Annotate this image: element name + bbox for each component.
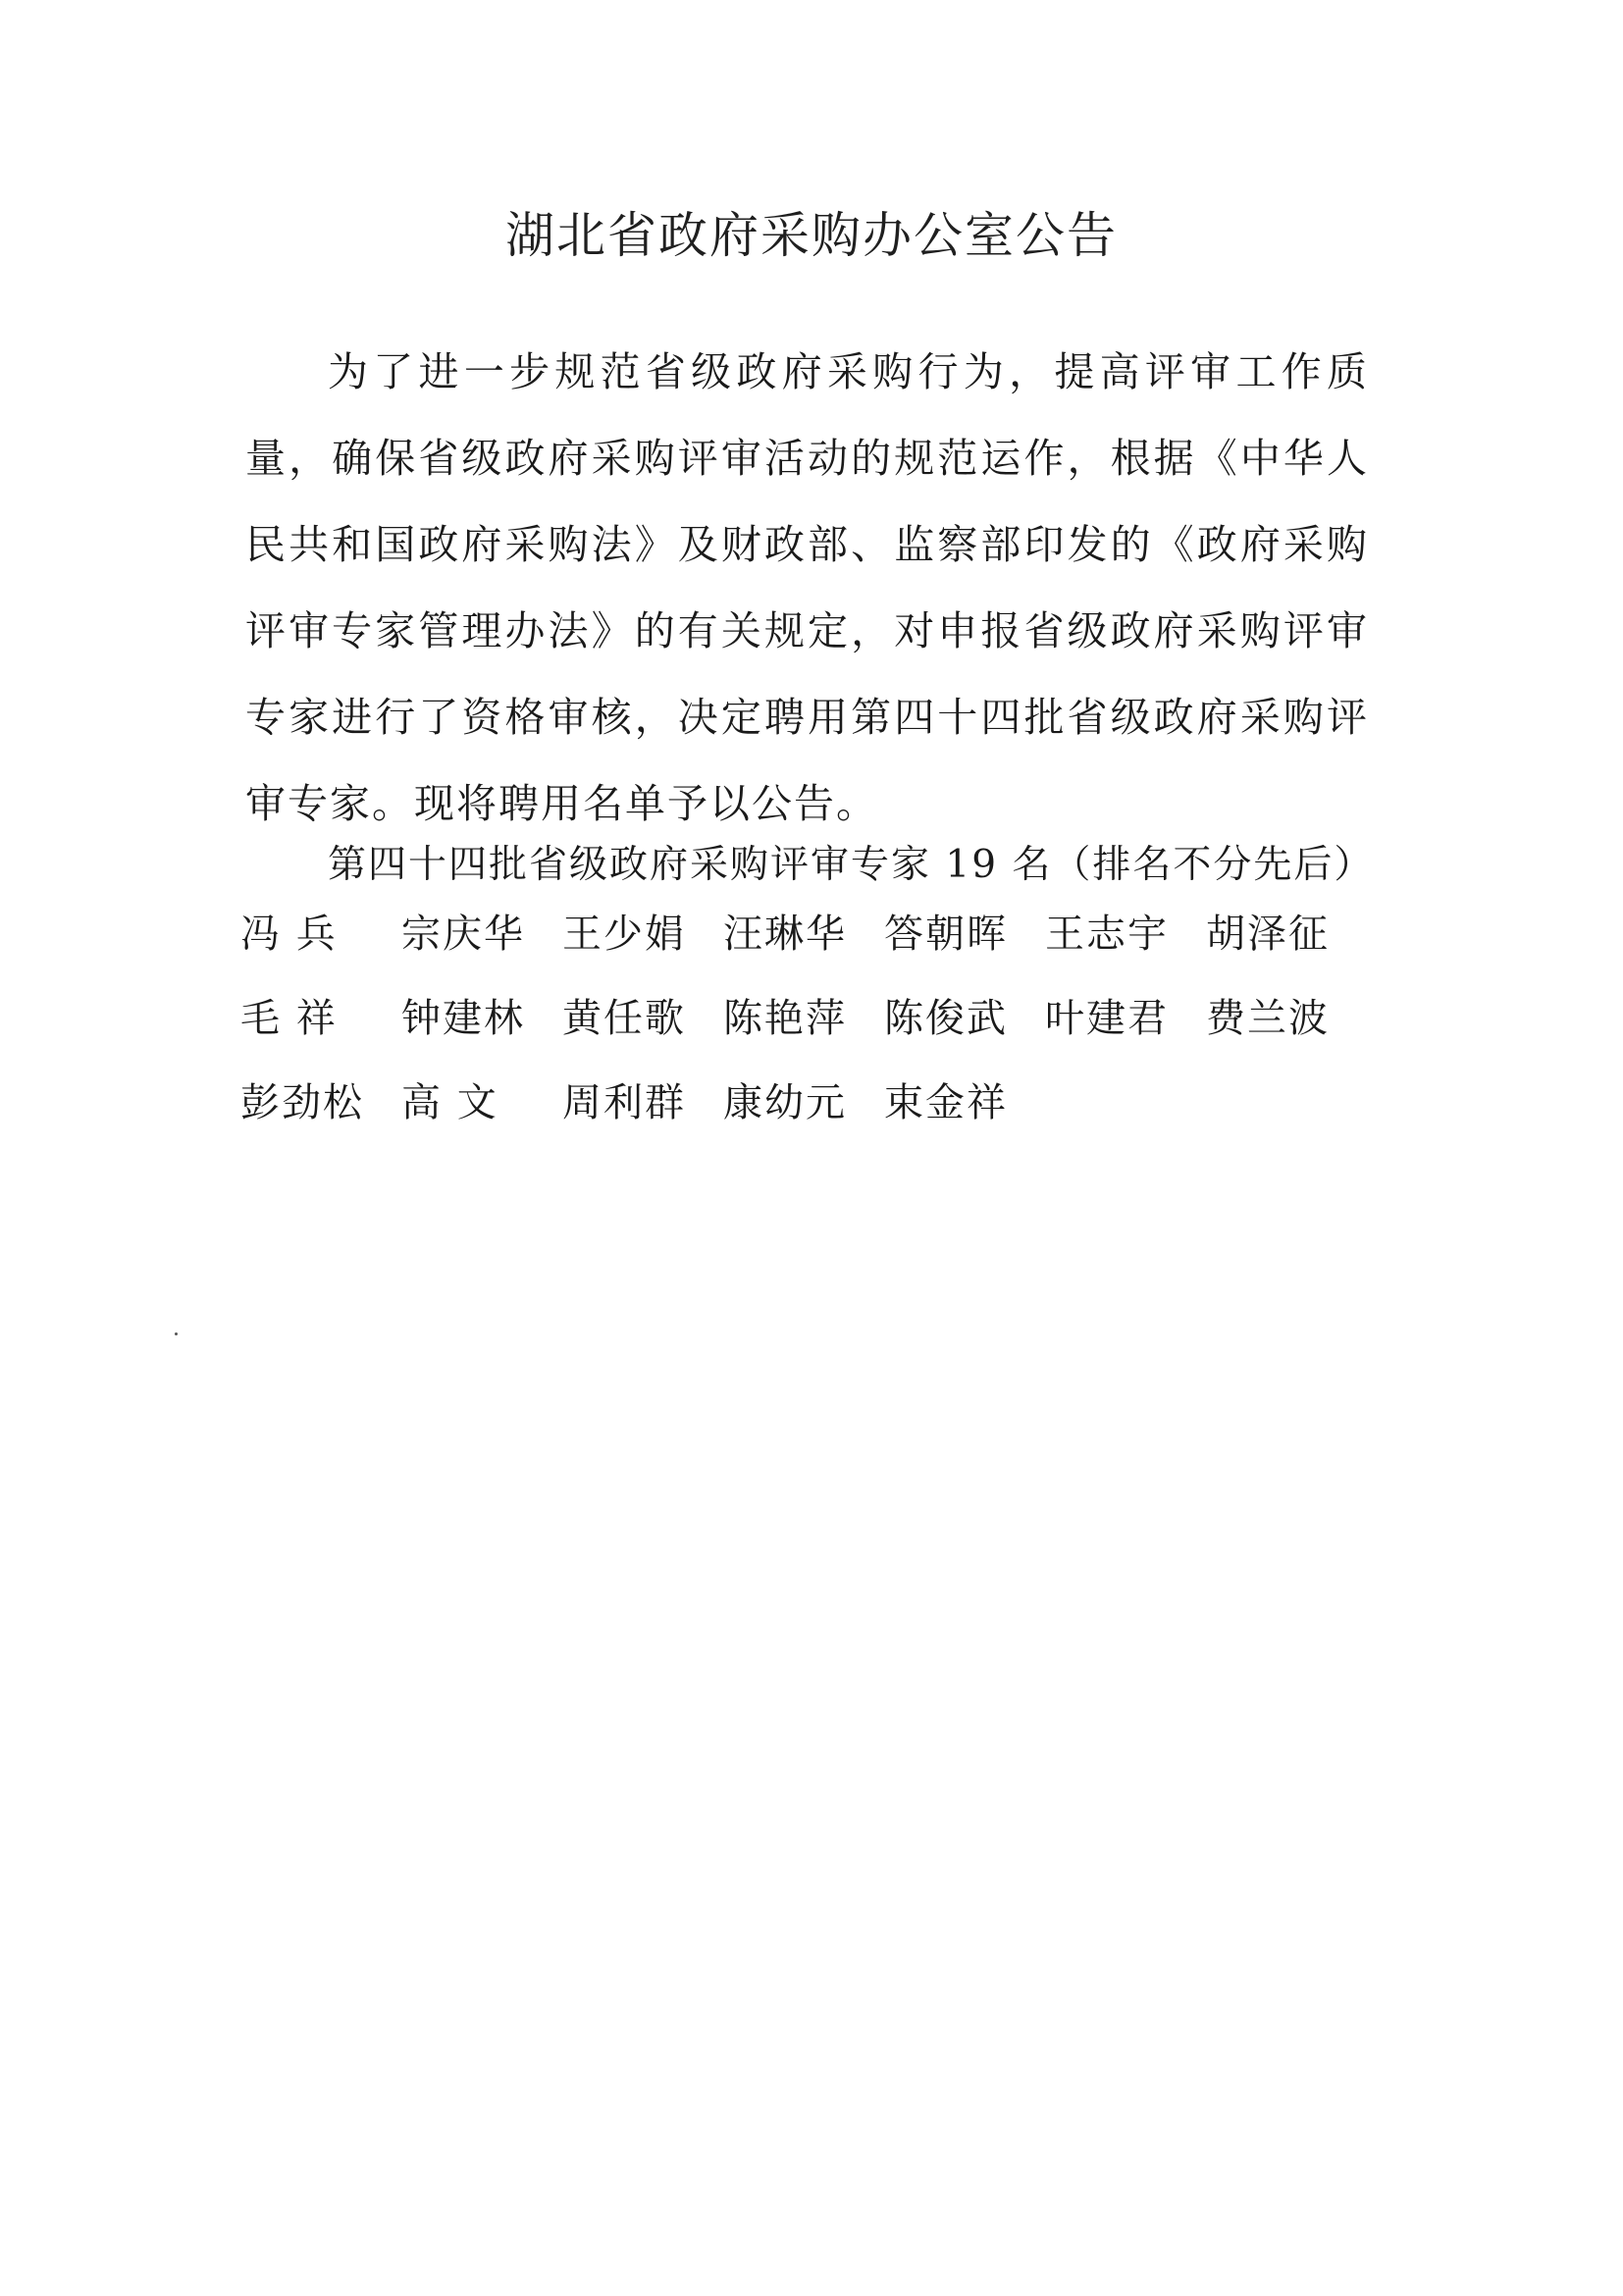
announcement-paragraph: 为了进一步规范省级政府采购行为，提高评审工作质量，确保省级政府采购评审活动的规范运作，根据《中华人民共和国政府采购法》及财政部、监察部印发的《政府采购评审专家管理办法》的有关规定，对申报省级政府采购评审专家进行了资格审核，决定聘用第四十四批省级政府采购评审专家。现将聘用名单予以公告。	[245, 348, 1369, 827]
expert-name: 高 文	[401, 1080, 498, 1125]
expert-name: 王志宇	[1045, 912, 1169, 957]
page-title: 湖北省政府采购办公室公告	[505, 207, 1118, 264]
expert-list-heading: 第四十四批省级政府采购评审专家 19 名（排名不分先后）	[328, 843, 1375, 887]
expert-name: 汪琳华	[723, 912, 847, 957]
expert-name: 王少娟	[562, 912, 686, 957]
expert-name: 费兰波	[1206, 996, 1330, 1041]
expert-name: 冯 兵	[240, 912, 338, 957]
expert-names-list	[240, 911, 1379, 1126]
expert-name: 陈艳萍	[723, 996, 847, 1041]
expert-name: 陈俊武	[884, 996, 1008, 1041]
expert-name: 康幼元	[723, 1080, 847, 1125]
expert-name: 束金祥	[884, 1080, 1008, 1125]
expert-name: 彭劲松	[240, 1080, 364, 1125]
scan-speck	[175, 1332, 178, 1335]
expert-name: 答朝晖	[884, 912, 1008, 957]
expert-name: 胡泽征	[1206, 912, 1330, 957]
expert-name: 黄任歌	[562, 996, 686, 1041]
announcement-body	[245, 329, 1369, 847]
expert-name: 宗庆华	[401, 912, 525, 957]
expert-name: 周利群	[562, 1080, 686, 1125]
expert-name: 毛 祥	[240, 996, 338, 1041]
expert-name: 叶建君	[1045, 996, 1169, 1041]
expert-name: 钟建林	[401, 996, 525, 1041]
